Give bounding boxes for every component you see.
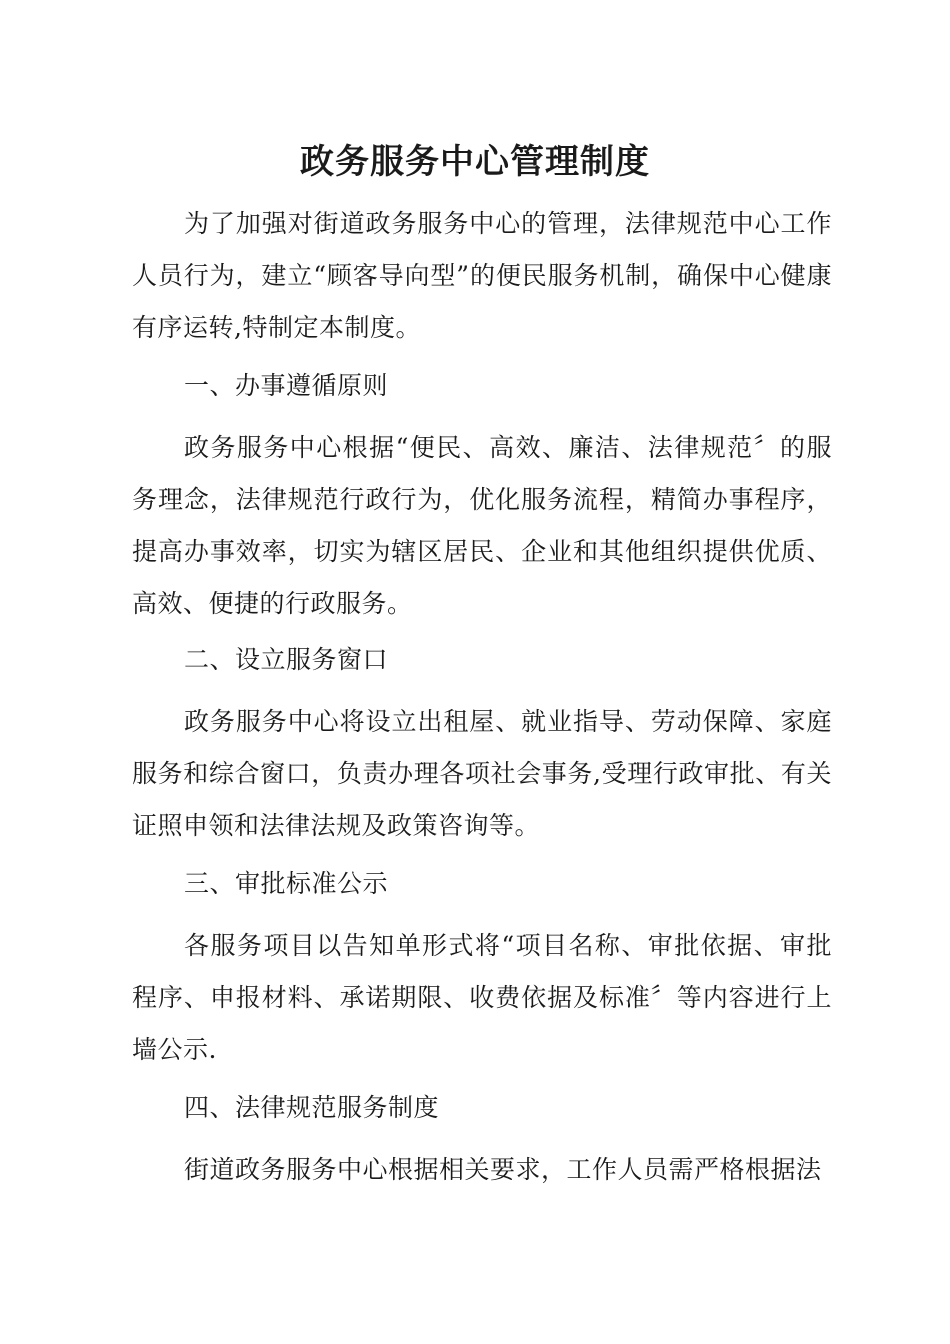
section-body-2: 政务服务中心将设立出租屋、就业指导、劳动保障、家庭服务和综合窗口，负责办理各项社会事务,受理行政审批、有关证照申领和法律法规及政策咨询等。 bbox=[132, 707, 832, 840]
section-heading-2: 二、设立服务窗口 bbox=[184, 645, 389, 674]
section-heading-4: 四、法律规范服务制度 bbox=[184, 1093, 440, 1122]
section-body-4: 街道政务服务中心根据相关要求，工作人员需严格根据法 bbox=[184, 1155, 822, 1184]
section-heading-3: 三、审批标准公示 bbox=[184, 869, 389, 898]
section-body-3: 各服务项目以告知单形式将“项目名称、审批依据、审批程序、申报材料、承诺期限、收费依据及标准〞等内容进行上墙公示. bbox=[132, 931, 832, 1064]
section-heading-1: 一、办事遵循原则 bbox=[184, 371, 389, 400]
document-title: 政务服务中心管理制度 bbox=[300, 142, 650, 182]
section-body-1: 政务服务中心根据“便民、高效、廉洁、法律规范〞的服务理念，法律规范行政行为，优化服务流程，精简办事程序，提高办事效率，切实为辖区居民、企业和其他组织提供优质、高效、便捷的行政服务。 bbox=[132, 433, 832, 618]
intro-paragraph: 为了加强对街道政务服务中心的管理，法律规范中心工作人员行为，建立“顾客导向型”的便民服务机制，确保中心健康有序运转,特制定本制度。 bbox=[132, 209, 832, 342]
